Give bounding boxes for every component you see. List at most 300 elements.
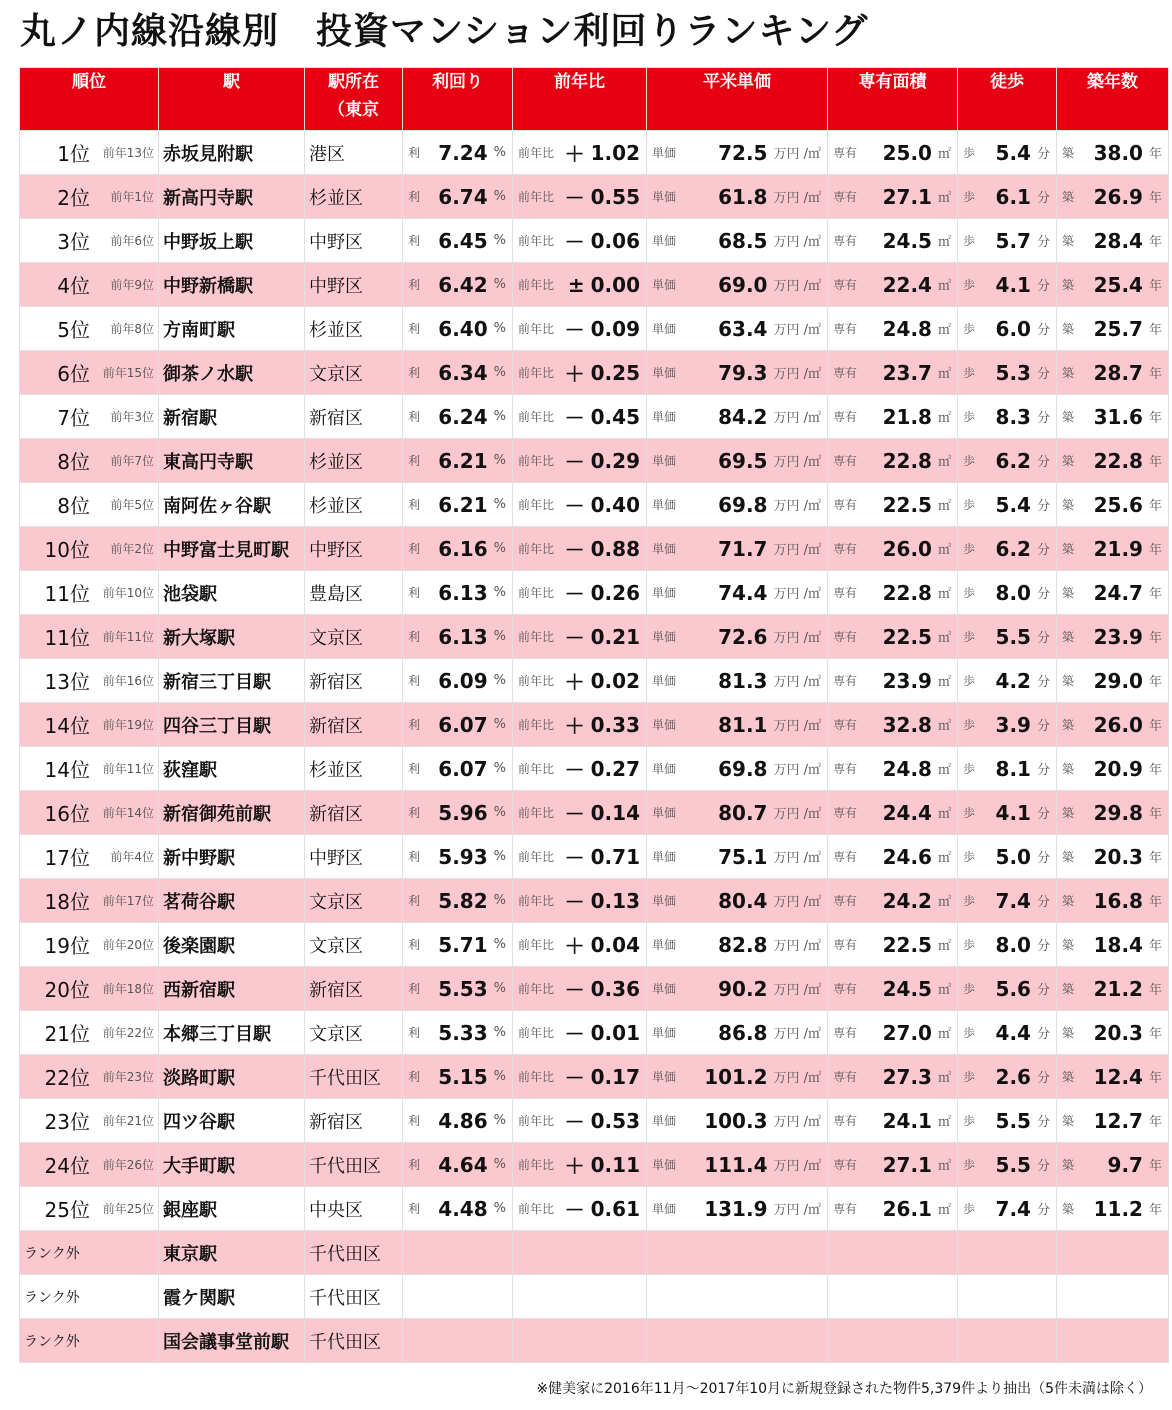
yoy-prefix: 前年比 — [518, 762, 555, 776]
walk-unit: 分 — [1036, 455, 1050, 470]
rank-cell — [20, 175, 159, 219]
age-value: 9.7 — [1107, 1152, 1143, 1177]
area-prefix: 専有 — [833, 938, 858, 952]
price-value: 84.2 — [718, 404, 768, 429]
price-prefix: 単価 — [652, 806, 677, 820]
price-value: 86.8 — [718, 1020, 768, 1045]
yield-cell — [403, 747, 513, 791]
yield-value: 6.09 — [438, 668, 488, 693]
yield-cell — [403, 219, 513, 263]
age-value: 20.9 — [1093, 756, 1143, 781]
price-cell — [647, 1099, 828, 1143]
yoy-sign: － — [564, 494, 585, 518]
area-value: 21.8 — [882, 404, 932, 429]
walk-value: 4.2 — [995, 668, 1031, 693]
area-value: 24.6 — [882, 844, 932, 869]
table-row — [20, 571, 1169, 615]
price-cell — [647, 923, 828, 967]
yoy-value: 0.25 — [590, 360, 640, 385]
age-cell — [1057, 615, 1169, 659]
price-prefix: 単価 — [652, 190, 677, 204]
age-cell — [1057, 923, 1169, 967]
price-prefix: 単価 — [652, 1158, 677, 1172]
ward-name: 杉並区 — [309, 759, 363, 781]
rank-position: 24位 — [44, 1154, 90, 1178]
rank-position: 18位 — [44, 890, 90, 914]
rank-cell — [20, 527, 159, 571]
empty-cell — [828, 1275, 958, 1319]
previous-rank: 前年5位 — [110, 498, 154, 512]
yield-prefix: 利 — [408, 850, 421, 864]
area-unit: ㎡ — [937, 411, 951, 426]
yoy-prefix: 前年比 — [518, 190, 555, 204]
area-unit: ㎡ — [937, 1071, 951, 1086]
price-prefix: 単価 — [652, 938, 677, 952]
area-prefix: 専有 — [833, 322, 858, 336]
age-prefix: 築 — [1062, 498, 1075, 512]
yoy-value: 0.26 — [590, 580, 640, 605]
area-value: 24.2 — [882, 888, 932, 913]
ward-cell — [305, 1143, 403, 1187]
walk-cell — [958, 571, 1057, 615]
yield-prefix: 利 — [408, 498, 421, 512]
walk-prefix: 歩 — [963, 1202, 976, 1216]
walk-prefix: 歩 — [963, 498, 976, 512]
walk-unit: 分 — [1036, 1159, 1050, 1174]
ward-name: 中野区 — [309, 847, 363, 869]
station-cell — [159, 395, 305, 439]
price-value: 61.8 — [718, 184, 768, 209]
ward-cell — [305, 1055, 403, 1099]
price-cell — [647, 747, 828, 791]
yoy-cell — [513, 967, 647, 1011]
area-cell — [828, 571, 958, 615]
walk-cell — [958, 351, 1057, 395]
rank-cell — [20, 307, 159, 351]
empty-cell — [958, 1231, 1057, 1275]
ward-name: 中野区 — [309, 231, 363, 253]
age-cell — [1057, 395, 1169, 439]
yield-prefix: 利 — [408, 630, 421, 644]
age-cell — [1057, 571, 1169, 615]
yoy-sign: ＋ — [564, 714, 585, 738]
price-cell — [647, 571, 828, 615]
station-name: 赤坂見附駅 — [163, 143, 253, 165]
header-walk: 徒歩 — [958, 68, 1057, 131]
walk-unit: 分 — [1036, 939, 1050, 954]
price-cell — [647, 879, 828, 923]
yield-value: 6.07 — [438, 756, 488, 781]
area-value: 24.8 — [882, 756, 932, 781]
age-unit: 年 — [1148, 323, 1162, 338]
yoy-prefix: 前年比 — [518, 1158, 555, 1172]
walk-cell — [958, 439, 1057, 483]
walk-unit: 分 — [1036, 1203, 1050, 1218]
walk-cell — [958, 1011, 1057, 1055]
age-value: 23.9 — [1093, 624, 1143, 649]
yield-unit: % — [493, 453, 506, 468]
table-row — [20, 747, 1169, 791]
walk-unit: 分 — [1036, 587, 1050, 602]
yield-prefix: 利 — [408, 1158, 421, 1172]
header-age: 築年数 — [1057, 68, 1169, 131]
age-unit: 年 — [1148, 279, 1162, 294]
yield-value: 6.07 — [438, 712, 488, 737]
yield-value: 6.21 — [438, 448, 488, 473]
walk-prefix: 歩 — [963, 1026, 976, 1040]
header-area: 専有面積 — [828, 68, 958, 131]
yield-value: 4.64 — [438, 1152, 488, 1177]
age-unit: 年 — [1148, 191, 1162, 206]
price-unit: 万円 /㎡ — [773, 1159, 821, 1174]
yoy-sign: ＋ — [564, 142, 585, 166]
yield-unit: % — [493, 365, 506, 380]
yield-unit: % — [493, 893, 506, 908]
yield-cell — [403, 307, 513, 351]
ward-name: 千代田区 — [309, 1331, 381, 1353]
area-prefix: 専有 — [833, 1070, 858, 1084]
walk-unit: 分 — [1036, 631, 1050, 646]
rank-cell — [20, 879, 159, 923]
empty-cell — [647, 1231, 828, 1275]
rank-position: 11位 — [44, 582, 90, 606]
area-prefix: 専有 — [833, 498, 858, 512]
walk-cell — [958, 747, 1057, 791]
table-row — [20, 967, 1169, 1011]
age-value: 25.4 — [1093, 272, 1143, 297]
yoy-sign: － — [564, 890, 585, 914]
station-name: 新大塚駅 — [163, 627, 235, 649]
walk-unit: 分 — [1036, 499, 1050, 514]
station-name: 淡路町駅 — [163, 1067, 235, 1089]
yield-prefix: 利 — [408, 278, 421, 292]
empty-cell — [1057, 1319, 1169, 1363]
unranked-label: ランク外 — [24, 1333, 80, 1350]
area-unit: ㎡ — [937, 147, 951, 162]
area-value: 22.8 — [882, 580, 932, 605]
age-value: 20.3 — [1093, 1020, 1143, 1045]
station-name: 霞ケ関駅 — [163, 1287, 235, 1309]
previous-rank: 前年20位 — [102, 938, 154, 952]
yoy-sign: － — [564, 846, 585, 870]
yoy-prefix: 前年比 — [518, 322, 555, 336]
yoy-value: 0.02 — [590, 668, 640, 693]
age-cell — [1057, 263, 1169, 307]
walk-prefix: 歩 — [963, 454, 976, 468]
walk-value: 8.0 — [995, 932, 1031, 957]
yield-cell — [403, 131, 513, 175]
previous-rank: 前年9位 — [110, 278, 154, 292]
ward-name: 文京区 — [309, 935, 363, 957]
walk-prefix: 歩 — [963, 718, 976, 732]
area-prefix: 専有 — [833, 982, 858, 996]
yoy-sign: － — [564, 318, 585, 342]
area-cell — [828, 791, 958, 835]
yield-value: 6.42 — [438, 272, 488, 297]
area-value: 26.1 — [882, 1196, 932, 1221]
yoy-value: 0.55 — [590, 184, 640, 209]
area-prefix: 専有 — [833, 894, 858, 908]
walk-value: 3.9 — [995, 712, 1031, 737]
age-cell — [1057, 835, 1169, 879]
yield-cell — [403, 439, 513, 483]
walk-cell — [958, 1055, 1057, 1099]
yoy-cell — [513, 1055, 647, 1099]
age-value: 38.0 — [1093, 140, 1143, 165]
yield-cell — [403, 527, 513, 571]
price-unit: 万円 /㎡ — [773, 719, 821, 734]
ward-cell — [305, 1275, 403, 1319]
ward-name: 杉並区 — [309, 319, 363, 341]
area-prefix: 専有 — [833, 630, 858, 644]
price-value: 68.5 — [718, 228, 768, 253]
yoy-sign: ＋ — [564, 934, 585, 958]
area-cell — [828, 439, 958, 483]
walk-unit: 分 — [1036, 411, 1050, 426]
area-cell — [828, 835, 958, 879]
yoy-sign: ＋ — [564, 362, 585, 386]
area-unit: ㎡ — [937, 543, 951, 558]
walk-unit: 分 — [1036, 807, 1050, 822]
age-cell — [1057, 967, 1169, 1011]
station-name: 中野富士見町駅 — [163, 539, 289, 561]
walk-prefix: 歩 — [963, 146, 976, 160]
empty-cell — [513, 1319, 647, 1363]
age-value: 25.7 — [1093, 316, 1143, 341]
station-cell — [159, 791, 305, 835]
area-unit: ㎡ — [937, 807, 951, 822]
age-value: 21.9 — [1093, 536, 1143, 561]
walk-prefix: 歩 — [963, 542, 976, 556]
station-cell — [159, 1319, 305, 1363]
rank-cell — [20, 1055, 159, 1099]
yoy-sign: － — [564, 406, 585, 430]
station-cell — [159, 923, 305, 967]
header-row — [20, 68, 1169, 131]
station-cell — [159, 967, 305, 1011]
header-yield: 利回り — [403, 68, 513, 131]
yoy-prefix: 前年比 — [518, 850, 555, 864]
header-ward-line1: 駅所在 — [328, 72, 379, 92]
area-value: 22.8 — [882, 448, 932, 473]
yield-cell — [403, 615, 513, 659]
yoy-prefix: 前年比 — [518, 630, 555, 644]
ward-name: 文京区 — [309, 891, 363, 913]
price-unit: 万円 /㎡ — [773, 983, 821, 998]
ward-cell — [305, 439, 403, 483]
ward-cell — [305, 659, 403, 703]
price-unit: 万円 /㎡ — [773, 587, 821, 602]
area-cell — [828, 923, 958, 967]
yield-unit: % — [493, 761, 506, 776]
area-value: 27.1 — [882, 1152, 932, 1177]
walk-value: 5.5 — [995, 1152, 1031, 1177]
price-value: 90.2 — [718, 976, 768, 1001]
age-prefix: 築 — [1062, 850, 1075, 864]
price-unit: 万円 /㎡ — [773, 851, 821, 866]
walk-cell — [958, 791, 1057, 835]
area-unit: ㎡ — [937, 851, 951, 866]
price-prefix: 単価 — [652, 498, 677, 512]
yoy-prefix: 前年比 — [518, 542, 555, 556]
age-prefix: 築 — [1062, 410, 1075, 424]
yield-prefix: 利 — [408, 454, 421, 468]
table-row — [20, 1143, 1169, 1187]
age-value: 21.2 — [1093, 976, 1143, 1001]
age-cell — [1057, 747, 1169, 791]
yoy-value: 0.88 — [590, 536, 640, 561]
price-value: 79.3 — [718, 360, 768, 385]
area-prefix: 専有 — [833, 454, 858, 468]
area-value: 32.8 — [882, 712, 932, 737]
age-unit: 年 — [1148, 367, 1162, 382]
station-name: 中野坂上駅 — [163, 231, 253, 253]
area-value: 24.4 — [882, 800, 932, 825]
walk-cell — [958, 131, 1057, 175]
age-cell — [1057, 351, 1169, 395]
station-name: 荻窪駅 — [163, 759, 217, 781]
ward-cell — [305, 1187, 403, 1231]
area-prefix: 専有 — [833, 718, 858, 732]
area-prefix: 専有 — [833, 542, 858, 556]
yoy-cell — [513, 747, 647, 791]
yoy-cell — [513, 483, 647, 527]
table-row — [20, 351, 1169, 395]
yoy-prefix: 前年比 — [518, 498, 555, 512]
age-prefix: 築 — [1062, 674, 1075, 688]
area-cell — [828, 879, 958, 923]
rank-position: 19位 — [44, 934, 90, 958]
yoy-prefix: 前年比 — [518, 586, 555, 600]
walk-unit: 分 — [1036, 895, 1050, 910]
station-cell — [159, 1143, 305, 1187]
rank-position: 14位 — [44, 714, 90, 738]
yield-value: 5.93 — [438, 844, 488, 869]
rank-cell — [20, 1099, 159, 1143]
yield-unit: % — [493, 981, 506, 996]
yoy-prefix: 前年比 — [518, 718, 555, 732]
yield-cell — [403, 483, 513, 527]
header-ward-line2: （東京 — [328, 100, 379, 120]
walk-prefix: 歩 — [963, 190, 976, 204]
age-unit: 年 — [1148, 1203, 1162, 1218]
ward-name: 新宿区 — [309, 1111, 363, 1133]
walk-prefix: 歩 — [963, 586, 976, 600]
age-unit: 年 — [1148, 1071, 1162, 1086]
age-prefix: 築 — [1062, 762, 1075, 776]
table-row — [20, 483, 1169, 527]
area-unit: ㎡ — [937, 983, 951, 998]
age-value: 12.7 — [1093, 1108, 1143, 1133]
area-value: 24.5 — [882, 976, 932, 1001]
area-unit: ㎡ — [937, 763, 951, 778]
rank-cell — [20, 483, 159, 527]
ward-name: 中野区 — [309, 539, 363, 561]
area-cell — [828, 219, 958, 263]
yoy-cell — [513, 835, 647, 879]
area-unit: ㎡ — [937, 235, 951, 250]
yield-cell — [403, 1187, 513, 1231]
yoy-value: 0.40 — [590, 492, 640, 517]
ward-name: 千代田区 — [309, 1067, 381, 1089]
yield-cell — [403, 1143, 513, 1187]
yoy-sign: － — [564, 186, 585, 210]
walk-cell — [958, 659, 1057, 703]
rank-position: 7位 — [57, 406, 90, 430]
rank-cell — [20, 659, 159, 703]
yoy-cell — [513, 1011, 647, 1055]
price-value: 75.1 — [718, 844, 768, 869]
yoy-value: 0.06 — [590, 228, 640, 253]
previous-rank: 前年14位 — [102, 806, 154, 820]
station-cell — [159, 1187, 305, 1231]
yoy-value: 0.17 — [590, 1064, 640, 1089]
price-value: 74.4 — [718, 580, 768, 605]
age-cell — [1057, 307, 1169, 351]
age-cell — [1057, 1055, 1169, 1099]
area-unit: ㎡ — [937, 499, 951, 514]
station-cell — [159, 659, 305, 703]
walk-cell — [958, 835, 1057, 879]
yoy-cell — [513, 1187, 647, 1231]
yoy-cell — [513, 615, 647, 659]
yield-prefix: 利 — [408, 190, 421, 204]
yield-cell — [403, 923, 513, 967]
yield-cell — [403, 1055, 513, 1099]
price-prefix: 単価 — [652, 850, 677, 864]
yoy-sign: － — [564, 1198, 585, 1222]
age-unit: 年 — [1148, 939, 1162, 954]
table-row — [20, 703, 1169, 747]
yield-cell — [403, 791, 513, 835]
yield-cell — [403, 571, 513, 615]
rank-cell — [20, 1011, 159, 1055]
yoy-sign: － — [564, 626, 585, 650]
yoy-value: 0.45 — [590, 404, 640, 429]
walk-value: 6.0 — [995, 316, 1031, 341]
station-name: 四ツ谷駅 — [163, 1111, 235, 1133]
yoy-cell — [513, 1099, 647, 1143]
yoy-cell — [513, 1143, 647, 1187]
station-name: 後楽園駅 — [163, 935, 235, 957]
walk-prefix: 歩 — [963, 410, 976, 424]
walk-prefix: 歩 — [963, 278, 976, 292]
walk-prefix: 歩 — [963, 1070, 976, 1084]
walk-prefix: 歩 — [963, 806, 976, 820]
area-cell — [828, 1187, 958, 1231]
yield-prefix: 利 — [408, 894, 421, 908]
previous-rank: 前年2位 — [110, 542, 154, 556]
ward-name: 新宿区 — [309, 671, 363, 693]
table-row — [20, 263, 1169, 307]
age-value: 26.0 — [1093, 712, 1143, 737]
station-name: 本郷三丁目駅 — [163, 1023, 271, 1045]
price-unit: 万円 /㎡ — [773, 411, 821, 426]
age-value: 25.6 — [1093, 492, 1143, 517]
yoy-cell — [513, 791, 647, 835]
area-cell — [828, 1143, 958, 1187]
area-cell — [828, 131, 958, 175]
price-cell — [647, 791, 828, 835]
area-value: 24.1 — [882, 1108, 932, 1133]
area-value: 27.3 — [882, 1064, 932, 1089]
yield-unit: % — [493, 673, 506, 688]
price-value: 72.6 — [718, 624, 768, 649]
walk-cell — [958, 527, 1057, 571]
yield-cell — [403, 835, 513, 879]
yield-cell — [403, 659, 513, 703]
previous-rank: 前年18位 — [102, 982, 154, 996]
